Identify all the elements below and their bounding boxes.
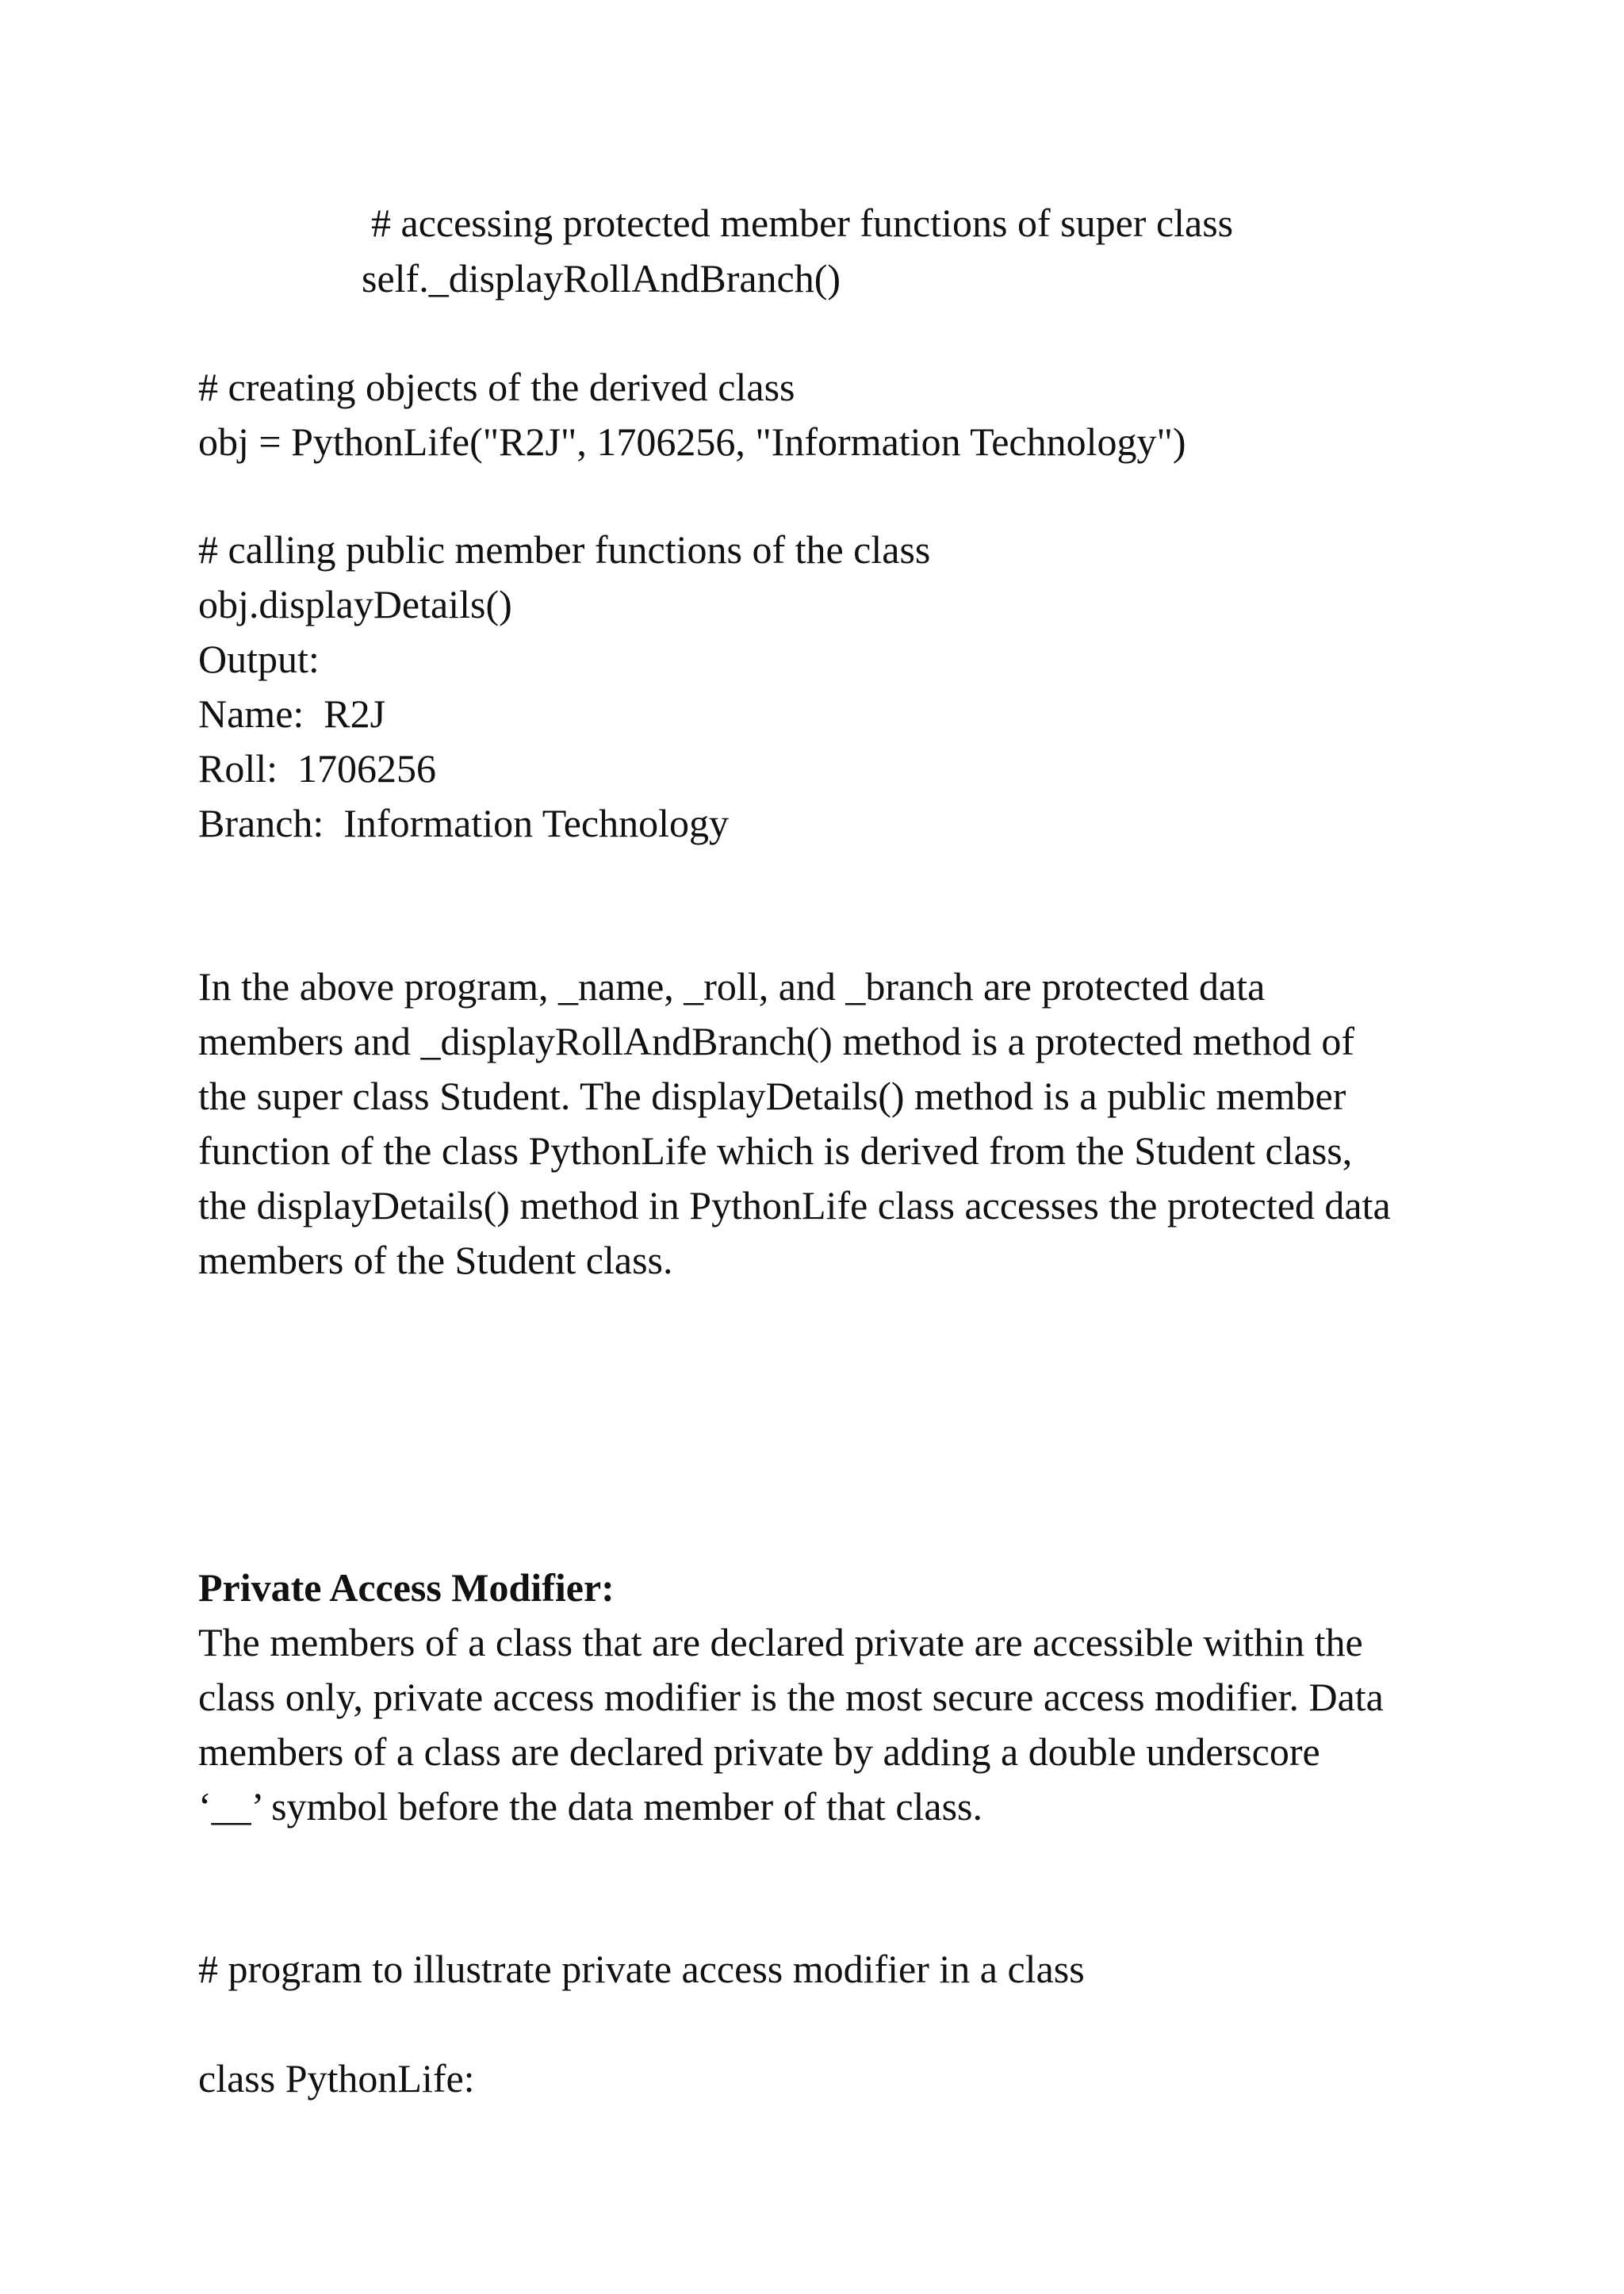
private-section-line: The members of a class that are declared private are accessible within the [198, 1620, 1363, 1664]
output-roll-line: Roll: 1706256 [198, 746, 437, 791]
output-name-line: Name: R2J [198, 691, 386, 736]
output-branch-line: Branch: Information Technology [198, 801, 730, 845]
explanation-line: function of the class PythonLife which is derived from the Student class, [198, 1128, 1353, 1173]
explanation-line: the displayDetails() method in PythonLife class accesses the protected data [198, 1183, 1391, 1227]
explanation-line: members of the Student class. [198, 1238, 673, 1282]
code-class-declaration: class PythonLife: [198, 2056, 475, 2101]
private-section-line: class only, private access modifier is the most secure access modifier. Data [198, 1675, 1384, 1719]
code-call-protected-method: self._displayRollAndBranch() [362, 256, 841, 301]
explanation-line: the super class Student. The displayDetails() method is a public member [198, 1074, 1346, 1118]
explanation-line: members and _displayRollAndBranch() method is a protected method of [198, 1019, 1354, 1063]
code-object-creation: obj = PythonLife("R2J", 1706256, "Information Technology") [198, 419, 1186, 464]
code-comment-protected-access: # accessing protected member functions of super class [371, 201, 1234, 245]
private-section-line: members of a class are declared private by adding a double underscore [198, 1729, 1320, 1774]
private-section-line: ‘__’ symbol before the data member of that class. [198, 1784, 983, 1829]
code-call-display-details: obj.displayDetails() [198, 582, 512, 626]
code-comment-create-objects: # creating objects of the derived class [198, 365, 795, 409]
explanation-line: In the above program, _name, _roll, and _branch are protected data [198, 964, 1266, 1009]
code-comment-call-public: # calling public member functions of the class [198, 527, 931, 572]
code-comment-private-program: # program to illustrate private access modifier in a class [198, 1947, 1085, 1991]
output-heading: Output: [198, 637, 320, 681]
section-heading-private-access-modifier: Private Access Modifier: [198, 1565, 615, 1610]
